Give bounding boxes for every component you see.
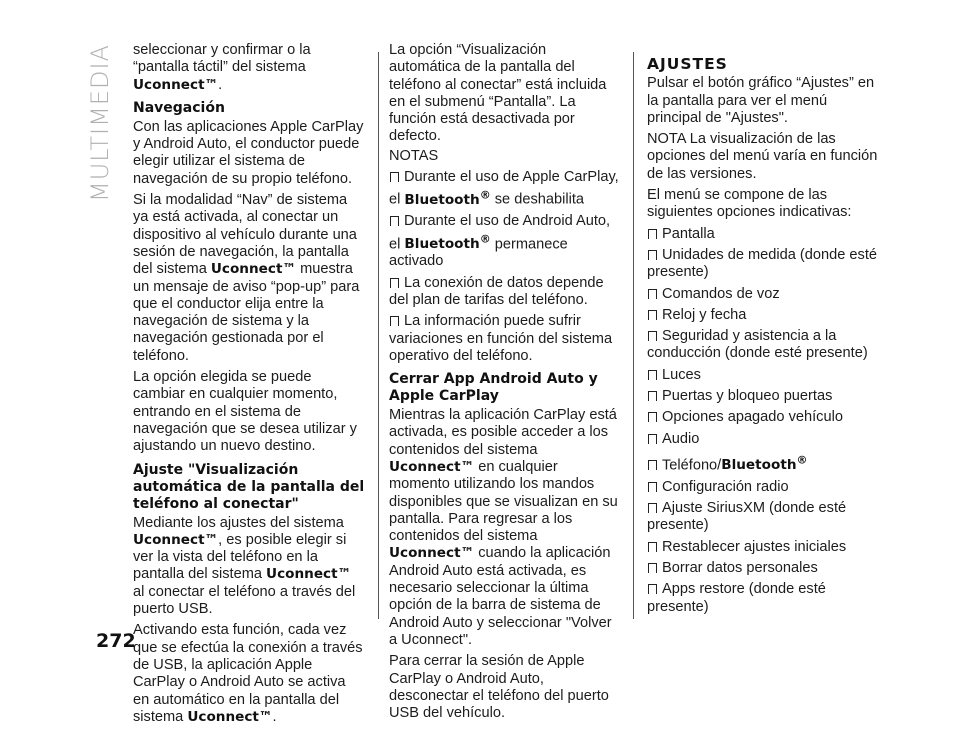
bullet-marker-icon	[648, 289, 657, 299]
bullet-marker-icon	[390, 172, 399, 182]
paragraph: Para cerrar la sesión de Apple CarPlay o Android Auto, desconectar el teléfono del puerto USB del vehículo.	[389, 653, 609, 722]
bullet-marker-icon	[648, 460, 657, 470]
page-number: 272	[96, 630, 136, 652]
bullet-marker-icon	[648, 434, 657, 444]
bullet-marker-icon	[390, 216, 399, 226]
paragraph: Mediante los ajustes del sistema Uconnect™, es posible elegir si ver la vista del teléfono en la pantalla del sistema Uconnect™ al conectar el teléfono a través del puerto USB.	[133, 514, 356, 618]
notes-label: NOTAS	[389, 147, 439, 164]
bullet-marker-icon	[648, 412, 657, 422]
bullet-marker-icon	[648, 310, 657, 320]
paragraph: Activando esta función, cada vez que se efectúa la conexión a través de USB, la aplicación Apple CarPlay o Android Auto se activa en automático en la pantalla del sistema Uconnect™.	[133, 622, 363, 725]
list-item: Reloj y fecha	[647, 307, 882, 324]
bullet-marker-icon	[648, 229, 657, 239]
bullet-marker-icon	[390, 316, 399, 326]
note-item: Durante el uso de Apple CarPlay, el Bluetooth® se deshabilita	[389, 169, 619, 208]
bluetooth-brand: Bluetooth®	[404, 188, 491, 208]
bullet-marker-icon	[648, 391, 657, 401]
heading-navegacion: Navegación	[133, 99, 225, 116]
section-side-tab-label: MULTIMEDIA	[86, 44, 114, 202]
list-item: Restablecer ajustes iniciales	[647, 539, 882, 556]
paragraph: seleccionar y confirmar o la “pantalla táctil” del sistema Uconnect™.	[133, 42, 311, 93]
bluetooth-brand: Bluetooth®	[404, 232, 491, 253]
brand-name: Uconnect™	[187, 708, 273, 725]
list-item: Unidades de medida (donde esté presente)	[647, 246, 878, 281]
brand-name: Uconnect™	[133, 531, 219, 548]
paragraph: NOTA La visualización de las opciones del menú varía en función de las versiones.	[647, 131, 878, 182]
brand-name: Uconnect™	[389, 459, 475, 475]
paragraph: Con las aplicaciones Apple CarPlay y Android Auto, el conductor puede elegir utilizar el sistema de navegación de su propio teléfono.	[133, 118, 364, 187]
bullet-marker-icon	[648, 250, 657, 260]
bullet-marker-icon	[648, 584, 657, 594]
paragraph: Pulsar el botón gráfico “Ajustes” en la pantalla para ver el menú principal de "Ajustes".	[647, 75, 875, 126]
list-item: Apps restore (donde esté presente)	[647, 581, 826, 615]
bullet-marker-icon	[648, 563, 657, 573]
bullet-marker-icon	[390, 278, 399, 288]
paragraph: Mientras la aplicación CarPlay está activada, es posible acceder a los contenidos del sistema Uconnect™ en cualquier momento utilizando los mandos disponibles que se visualizan en su pantalla. Para regresar a los contenidos del sistema Uconnect™ cuando la aplicación Android Auto está activada, es necesario seleccionar la última opción de la barra de sistema de Android Auto y seleccionar "Volver a Uconnect".	[389, 407, 618, 648]
list-item: Comandos de voz	[647, 286, 882, 303]
note-item: La conexión de datos depende del plan de tarifas del teléfono.	[389, 274, 604, 308]
bullet-marker-icon	[648, 482, 657, 492]
paragraph: El menú se compone de las siguientes opciones indicativas:	[647, 187, 852, 221]
note-item: Durante el uso de Android Auto, el Bluetooth® permanece activado	[389, 213, 611, 270]
list-item: Opciones apagado vehículo	[647, 409, 882, 426]
list-item: Puertas y bloqueo puertas	[647, 388, 882, 405]
bullet-marker-icon	[648, 370, 657, 380]
text-column-1	[133, 42, 365, 730]
list-item: Borrar datos personales	[647, 560, 882, 577]
list-item: Teléfono/Bluetooth®	[647, 452, 882, 475]
list-item: Pantalla	[647, 226, 882, 243]
text-column-2	[389, 42, 621, 726]
list-item: Audio	[647, 431, 882, 448]
settings-options-list	[647, 226, 882, 616]
column-divider-2	[633, 52, 634, 619]
bluetooth-brand: Bluetooth®	[721, 453, 808, 474]
list-item: Configuración radio	[647, 479, 882, 496]
brand-name: Uconnect™	[266, 566, 352, 583]
bullet-marker-icon	[648, 503, 657, 513]
brand-name: Uconnect™	[210, 261, 297, 278]
heading-cerrar-app: Cerrar App Android Auto y Apple CarPlay	[389, 371, 598, 405]
section-side-tab	[80, 44, 120, 202]
text-column-3	[647, 42, 882, 620]
note-item: La información puede sufrir variaciones en función del sistema operativo del teléfono.	[389, 313, 613, 364]
bullet-marker-icon	[648, 542, 657, 552]
paragraph: La opción “Visualización automática de la pantalla del teléfono al conectar” está incluida en el submenú “Pantalla”. La función está desactivada por defecto.	[389, 42, 607, 145]
paragraph: Si la modalidad “Nav” de sistema ya está activada, al conectar un dispositivo al vehículo durante una sesión de navegación, la pantalla del sistema Uconnect™ muestra un mensaje de aviso “pop-up” para que el conductor elija entre la navegación de sistema y la navegación gestionada por el teléfono.	[133, 192, 360, 364]
paragraph: La opción elegida se puede cambiar en cualquier momento, entrando en el sistema de navegación que se desea utilizar y ajustando un nuevo destino.	[133, 369, 357, 455]
heading-ajustes: AJUSTES	[647, 55, 728, 73]
column-divider-1	[378, 52, 379, 619]
brand-name: Uconnect™	[133, 76, 219, 93]
list-item: Ajuste SiriusXM (donde esté presente)	[647, 500, 847, 534]
brand-name: Uconnect™	[389, 545, 475, 562]
list-item: Seguridad y asistencia a la conducción (donde esté presente)	[647, 328, 868, 362]
heading-ajuste-visualizacion: Ajuste "Visualización automática de la pantalla del teléfono al conectar"	[133, 461, 365, 512]
bullet-marker-icon	[648, 331, 657, 341]
list-item: Luces	[647, 367, 882, 384]
